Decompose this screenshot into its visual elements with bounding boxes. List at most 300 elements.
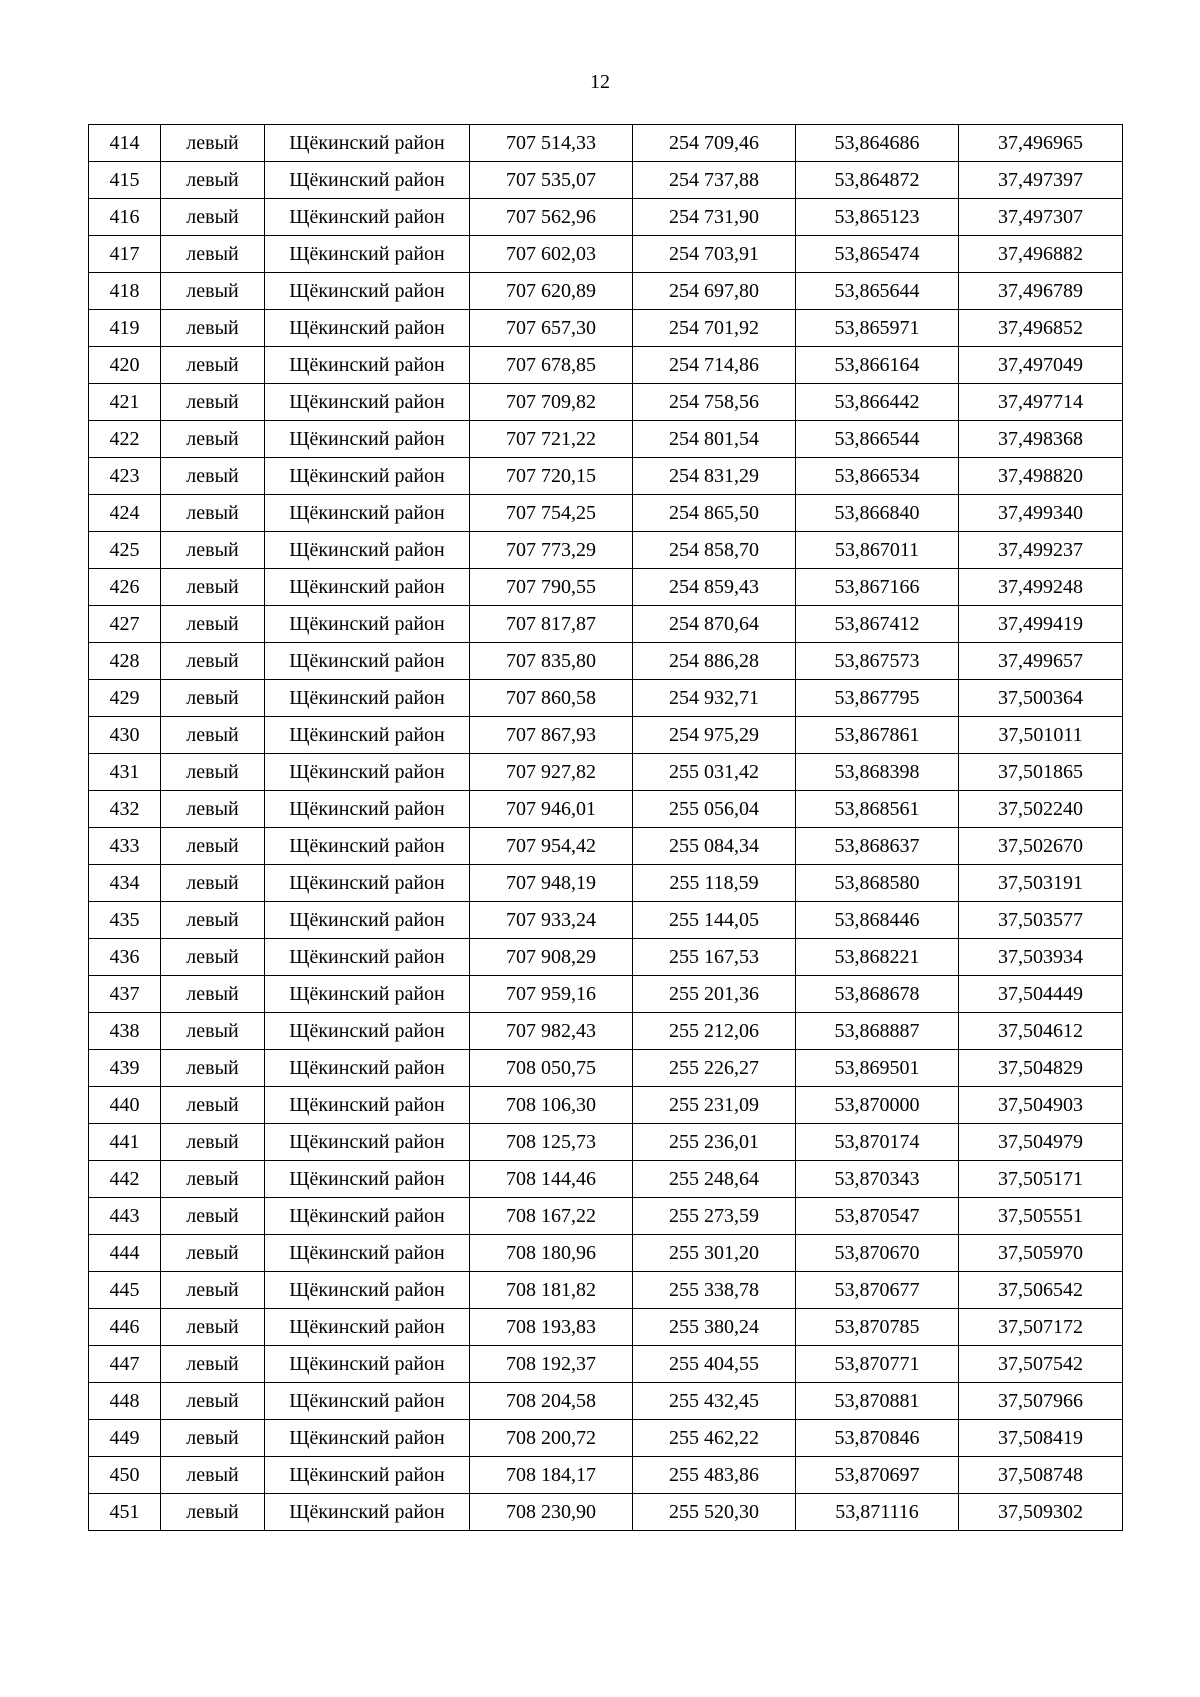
side-cell: левый xyxy=(161,310,265,347)
point-number-cell: 428 xyxy=(89,643,161,680)
district-cell: Щёкинский район xyxy=(265,1087,470,1124)
longitude-cell: 37,504903 xyxy=(959,1087,1123,1124)
district-cell: Щёкинский район xyxy=(265,717,470,754)
y-coordinate-cell: 255 226,27 xyxy=(633,1050,796,1087)
table-row xyxy=(89,310,1123,347)
point-number-cell: 437 xyxy=(89,976,161,1013)
y-coordinate-cell: 254 709,46 xyxy=(633,125,796,162)
table-row xyxy=(89,569,1123,606)
y-coordinate-cell: 255 201,36 xyxy=(633,976,796,1013)
point-number-cell: 421 xyxy=(89,384,161,421)
x-coordinate-cell: 707 908,29 xyxy=(470,939,633,976)
latitude-cell: 53,865474 xyxy=(796,236,959,273)
table-row xyxy=(89,1346,1123,1383)
y-coordinate-cell: 254 697,80 xyxy=(633,273,796,310)
y-coordinate-cell: 254 758,56 xyxy=(633,384,796,421)
y-coordinate-cell: 255 404,55 xyxy=(633,1346,796,1383)
table-row xyxy=(89,939,1123,976)
longitude-cell: 37,497397 xyxy=(959,162,1123,199)
x-coordinate-cell: 707 720,15 xyxy=(470,458,633,495)
longitude-cell: 37,500364 xyxy=(959,680,1123,717)
point-number-cell: 447 xyxy=(89,1346,161,1383)
district-cell: Щёкинский район xyxy=(265,1050,470,1087)
district-cell: Щёкинский район xyxy=(265,865,470,902)
table-row xyxy=(89,1272,1123,1309)
y-coordinate-cell: 255 273,59 xyxy=(633,1198,796,1235)
side-cell: левый xyxy=(161,421,265,458)
latitude-cell: 53,867795 xyxy=(796,680,959,717)
longitude-cell: 37,502240 xyxy=(959,791,1123,828)
side-cell: левый xyxy=(161,199,265,236)
point-number-cell: 427 xyxy=(89,606,161,643)
longitude-cell: 37,503191 xyxy=(959,865,1123,902)
latitude-cell: 53,866840 xyxy=(796,495,959,532)
district-cell: Щёкинский район xyxy=(265,495,470,532)
side-cell: левый xyxy=(161,1309,265,1346)
y-coordinate-cell: 255 462,22 xyxy=(633,1420,796,1457)
longitude-cell: 37,499248 xyxy=(959,569,1123,606)
point-number-cell: 435 xyxy=(89,902,161,939)
district-cell: Щёкинский район xyxy=(265,1309,470,1346)
page-number: 12 xyxy=(590,71,610,93)
table-row xyxy=(89,347,1123,384)
table-row xyxy=(89,1494,1123,1531)
coordinates-table xyxy=(88,124,1123,1531)
x-coordinate-cell: 708 204,58 xyxy=(470,1383,633,1420)
latitude-cell: 53,866534 xyxy=(796,458,959,495)
district-cell: Щёкинский район xyxy=(265,458,470,495)
point-number-cell: 420 xyxy=(89,347,161,384)
x-coordinate-cell: 707 562,96 xyxy=(470,199,633,236)
table-row xyxy=(89,495,1123,532)
point-number-cell: 431 xyxy=(89,754,161,791)
x-coordinate-cell: 707 959,16 xyxy=(470,976,633,1013)
longitude-cell: 37,503577 xyxy=(959,902,1123,939)
y-coordinate-cell: 255 380,24 xyxy=(633,1309,796,1346)
side-cell: левый xyxy=(161,384,265,421)
side-cell: левый xyxy=(161,1494,265,1531)
side-cell: левый xyxy=(161,569,265,606)
table-row xyxy=(89,643,1123,680)
table-row xyxy=(89,1013,1123,1050)
x-coordinate-cell: 707 620,89 xyxy=(470,273,633,310)
longitude-cell: 37,496789 xyxy=(959,273,1123,310)
latitude-cell: 53,868398 xyxy=(796,754,959,791)
district-cell: Щёкинский район xyxy=(265,1198,470,1235)
y-coordinate-cell: 254 714,86 xyxy=(633,347,796,384)
table-row xyxy=(89,717,1123,754)
point-number-cell: 450 xyxy=(89,1457,161,1494)
longitude-cell: 37,507542 xyxy=(959,1346,1123,1383)
side-cell: левый xyxy=(161,1124,265,1161)
y-coordinate-cell: 254 703,91 xyxy=(633,236,796,273)
longitude-cell: 37,504829 xyxy=(959,1050,1123,1087)
point-number-cell: 436 xyxy=(89,939,161,976)
point-number-cell: 426 xyxy=(89,569,161,606)
side-cell: левый xyxy=(161,1383,265,1420)
table-row xyxy=(89,273,1123,310)
district-cell: Щёкинский район xyxy=(265,1420,470,1457)
side-cell: левый xyxy=(161,754,265,791)
y-coordinate-cell: 254 858,70 xyxy=(633,532,796,569)
district-cell: Щёкинский район xyxy=(265,1494,470,1531)
table-row xyxy=(89,791,1123,828)
latitude-cell: 53,871116 xyxy=(796,1494,959,1531)
y-coordinate-cell: 254 701,92 xyxy=(633,310,796,347)
district-cell: Щёкинский район xyxy=(265,1383,470,1420)
district-cell: Щёкинский район xyxy=(265,680,470,717)
x-coordinate-cell: 707 927,82 xyxy=(470,754,633,791)
district-cell: Щёкинский район xyxy=(265,236,470,273)
side-cell: левый xyxy=(161,495,265,532)
table-row xyxy=(89,236,1123,273)
side-cell: левый xyxy=(161,162,265,199)
x-coordinate-cell: 708 125,73 xyxy=(470,1124,633,1161)
side-cell: левый xyxy=(161,1087,265,1124)
district-cell: Щёкинский район xyxy=(265,976,470,1013)
district-cell: Щёкинский район xyxy=(265,199,470,236)
x-coordinate-cell: 708 050,75 xyxy=(470,1050,633,1087)
side-cell: левый xyxy=(161,828,265,865)
point-number-cell: 444 xyxy=(89,1235,161,1272)
table-row xyxy=(89,532,1123,569)
x-coordinate-cell: 707 709,82 xyxy=(470,384,633,421)
longitude-cell: 37,508748 xyxy=(959,1457,1123,1494)
x-coordinate-cell: 707 678,85 xyxy=(470,347,633,384)
longitude-cell: 37,505970 xyxy=(959,1235,1123,1272)
longitude-cell: 37,496965 xyxy=(959,125,1123,162)
district-cell: Щёкинский район xyxy=(265,1124,470,1161)
longitude-cell: 37,497307 xyxy=(959,199,1123,236)
side-cell: левый xyxy=(161,273,265,310)
x-coordinate-cell: 708 192,37 xyxy=(470,1346,633,1383)
y-coordinate-cell: 255 118,59 xyxy=(633,865,796,902)
latitude-cell: 53,868580 xyxy=(796,865,959,902)
district-cell: Щёкинский район xyxy=(265,1346,470,1383)
latitude-cell: 53,869501 xyxy=(796,1050,959,1087)
latitude-cell: 53,868446 xyxy=(796,902,959,939)
latitude-cell: 53,870697 xyxy=(796,1457,959,1494)
latitude-cell: 53,870670 xyxy=(796,1235,959,1272)
longitude-cell: 37,501865 xyxy=(959,754,1123,791)
latitude-cell: 53,868637 xyxy=(796,828,959,865)
table-row xyxy=(89,1420,1123,1457)
x-coordinate-cell: 708 106,30 xyxy=(470,1087,633,1124)
side-cell: левый xyxy=(161,532,265,569)
point-number-cell: 430 xyxy=(89,717,161,754)
y-coordinate-cell: 255 056,04 xyxy=(633,791,796,828)
longitude-cell: 37,506542 xyxy=(959,1272,1123,1309)
latitude-cell: 53,870174 xyxy=(796,1124,959,1161)
latitude-cell: 53,870881 xyxy=(796,1383,959,1420)
table-row xyxy=(89,1198,1123,1235)
latitude-cell: 53,867412 xyxy=(796,606,959,643)
longitude-cell: 37,496852 xyxy=(959,310,1123,347)
y-coordinate-cell: 254 859,43 xyxy=(633,569,796,606)
longitude-cell: 37,498820 xyxy=(959,458,1123,495)
longitude-cell: 37,497049 xyxy=(959,347,1123,384)
y-coordinate-cell: 255 301,20 xyxy=(633,1235,796,1272)
longitude-cell: 37,505171 xyxy=(959,1161,1123,1198)
latitude-cell: 53,868561 xyxy=(796,791,959,828)
table-row xyxy=(89,125,1123,162)
latitude-cell: 53,867573 xyxy=(796,643,959,680)
point-number-cell: 449 xyxy=(89,1420,161,1457)
x-coordinate-cell: 708 193,83 xyxy=(470,1309,633,1346)
latitude-cell: 53,864686 xyxy=(796,125,959,162)
y-coordinate-cell: 254 737,88 xyxy=(633,162,796,199)
y-coordinate-cell: 254 886,28 xyxy=(633,643,796,680)
point-number-cell: 424 xyxy=(89,495,161,532)
x-coordinate-cell: 707 948,19 xyxy=(470,865,633,902)
x-coordinate-cell: 707 754,25 xyxy=(470,495,633,532)
y-coordinate-cell: 255 231,09 xyxy=(633,1087,796,1124)
latitude-cell: 53,868887 xyxy=(796,1013,959,1050)
latitude-cell: 53,867166 xyxy=(796,569,959,606)
side-cell: левый xyxy=(161,680,265,717)
y-coordinate-cell: 254 831,29 xyxy=(633,458,796,495)
latitude-cell: 53,870343 xyxy=(796,1161,959,1198)
point-number-cell: 440 xyxy=(89,1087,161,1124)
y-coordinate-cell: 254 731,90 xyxy=(633,199,796,236)
x-coordinate-cell: 707 602,03 xyxy=(470,236,633,273)
longitude-cell: 37,496882 xyxy=(959,236,1123,273)
latitude-cell: 53,866164 xyxy=(796,347,959,384)
latitude-cell: 53,870000 xyxy=(796,1087,959,1124)
longitude-cell: 37,498368 xyxy=(959,421,1123,458)
x-coordinate-cell: 707 933,24 xyxy=(470,902,633,939)
longitude-cell: 37,505551 xyxy=(959,1198,1123,1235)
longitude-cell: 37,497714 xyxy=(959,384,1123,421)
side-cell: левый xyxy=(161,976,265,1013)
point-number-cell: 422 xyxy=(89,421,161,458)
district-cell: Щёкинский район xyxy=(265,273,470,310)
x-coordinate-cell: 707 982,43 xyxy=(470,1013,633,1050)
table-row xyxy=(89,162,1123,199)
side-cell: левый xyxy=(161,1457,265,1494)
y-coordinate-cell: 255 212,06 xyxy=(633,1013,796,1050)
longitude-cell: 37,507966 xyxy=(959,1383,1123,1420)
point-number-cell: 438 xyxy=(89,1013,161,1050)
district-cell: Щёкинский район xyxy=(265,828,470,865)
latitude-cell: 53,868221 xyxy=(796,939,959,976)
longitude-cell: 37,499419 xyxy=(959,606,1123,643)
district-cell: Щёкинский район xyxy=(265,532,470,569)
y-coordinate-cell: 255 520,30 xyxy=(633,1494,796,1531)
latitude-cell: 53,868678 xyxy=(796,976,959,1013)
side-cell: левый xyxy=(161,791,265,828)
district-cell: Щёкинский район xyxy=(265,162,470,199)
y-coordinate-cell: 255 483,86 xyxy=(633,1457,796,1494)
district-cell: Щёкинский район xyxy=(265,1457,470,1494)
x-coordinate-cell: 707 867,93 xyxy=(470,717,633,754)
y-coordinate-cell: 255 084,34 xyxy=(633,828,796,865)
table-row xyxy=(89,865,1123,902)
side-cell: левый xyxy=(161,1346,265,1383)
point-number-cell: 443 xyxy=(89,1198,161,1235)
district-cell: Щёкинский район xyxy=(265,606,470,643)
side-cell: левый xyxy=(161,458,265,495)
x-coordinate-cell: 708 167,22 xyxy=(470,1198,633,1235)
district-cell: Щёкинский район xyxy=(265,1235,470,1272)
y-coordinate-cell: 254 870,64 xyxy=(633,606,796,643)
side-cell: левый xyxy=(161,236,265,273)
y-coordinate-cell: 254 975,29 xyxy=(633,717,796,754)
side-cell: левый xyxy=(161,865,265,902)
x-coordinate-cell: 707 514,33 xyxy=(470,125,633,162)
table-row xyxy=(89,828,1123,865)
table-row xyxy=(89,384,1123,421)
district-cell: Щёкинский район xyxy=(265,421,470,458)
side-cell: левый xyxy=(161,643,265,680)
latitude-cell: 53,866442 xyxy=(796,384,959,421)
x-coordinate-cell: 708 184,17 xyxy=(470,1457,633,1494)
x-coordinate-cell: 707 835,80 xyxy=(470,643,633,680)
y-coordinate-cell: 254 801,54 xyxy=(633,421,796,458)
latitude-cell: 53,865971 xyxy=(796,310,959,347)
y-coordinate-cell: 255 144,05 xyxy=(633,902,796,939)
x-coordinate-cell: 707 657,30 xyxy=(470,310,633,347)
point-number-cell: 416 xyxy=(89,199,161,236)
district-cell: Щёкинский район xyxy=(265,1161,470,1198)
point-number-cell: 419 xyxy=(89,310,161,347)
latitude-cell: 53,870846 xyxy=(796,1420,959,1457)
point-number-cell: 432 xyxy=(89,791,161,828)
point-number-cell: 441 xyxy=(89,1124,161,1161)
district-cell: Щёкинский район xyxy=(265,1272,470,1309)
longitude-cell: 37,504979 xyxy=(959,1124,1123,1161)
side-cell: левый xyxy=(161,1235,265,1272)
table-row xyxy=(89,1309,1123,1346)
table-row xyxy=(89,1457,1123,1494)
table-row xyxy=(89,199,1123,236)
x-coordinate-cell: 707 790,55 xyxy=(470,569,633,606)
point-number-cell: 439 xyxy=(89,1050,161,1087)
district-cell: Щёкинский район xyxy=(265,902,470,939)
district-cell: Щёкинский район xyxy=(265,1013,470,1050)
x-coordinate-cell: 708 181,82 xyxy=(470,1272,633,1309)
x-coordinate-cell: 708 144,46 xyxy=(470,1161,633,1198)
longitude-cell: 37,499657 xyxy=(959,643,1123,680)
y-coordinate-cell: 255 432,45 xyxy=(633,1383,796,1420)
latitude-cell: 53,870677 xyxy=(796,1272,959,1309)
point-number-cell: 448 xyxy=(89,1383,161,1420)
table-row xyxy=(89,1050,1123,1087)
point-number-cell: 418 xyxy=(89,273,161,310)
table-row xyxy=(89,902,1123,939)
side-cell: левый xyxy=(161,347,265,384)
x-coordinate-cell: 707 721,22 xyxy=(470,421,633,458)
latitude-cell: 53,865123 xyxy=(796,199,959,236)
district-cell: Щёкинский район xyxy=(265,939,470,976)
point-number-cell: 417 xyxy=(89,236,161,273)
y-coordinate-cell: 255 248,64 xyxy=(633,1161,796,1198)
district-cell: Щёкинский район xyxy=(265,791,470,828)
side-cell: левый xyxy=(161,1272,265,1309)
side-cell: левый xyxy=(161,939,265,976)
point-number-cell: 446 xyxy=(89,1309,161,1346)
side-cell: левый xyxy=(161,125,265,162)
latitude-cell: 53,870785 xyxy=(796,1309,959,1346)
table-row xyxy=(89,606,1123,643)
district-cell: Щёкинский район xyxy=(265,569,470,606)
x-coordinate-cell: 708 230,90 xyxy=(470,1494,633,1531)
table-row xyxy=(89,1087,1123,1124)
longitude-cell: 37,507172 xyxy=(959,1309,1123,1346)
district-cell: Щёкинский район xyxy=(265,125,470,162)
district-cell: Щёкинский район xyxy=(265,384,470,421)
point-number-cell: 442 xyxy=(89,1161,161,1198)
point-number-cell: 415 xyxy=(89,162,161,199)
latitude-cell: 53,867861 xyxy=(796,717,959,754)
point-number-cell: 429 xyxy=(89,680,161,717)
table-row xyxy=(89,458,1123,495)
x-coordinate-cell: 707 860,58 xyxy=(470,680,633,717)
table-row xyxy=(89,680,1123,717)
latitude-cell: 53,866544 xyxy=(796,421,959,458)
side-cell: левый xyxy=(161,606,265,643)
point-number-cell: 434 xyxy=(89,865,161,902)
district-cell: Щёкинский район xyxy=(265,347,470,384)
longitude-cell: 37,501011 xyxy=(959,717,1123,754)
longitude-cell: 37,509302 xyxy=(959,1494,1123,1531)
table-row xyxy=(89,754,1123,791)
latitude-cell: 53,870771 xyxy=(796,1346,959,1383)
longitude-cell: 37,499340 xyxy=(959,495,1123,532)
x-coordinate-cell: 708 200,72 xyxy=(470,1420,633,1457)
district-cell: Щёкинский район xyxy=(265,754,470,791)
point-number-cell: 425 xyxy=(89,532,161,569)
district-cell: Щёкинский район xyxy=(265,643,470,680)
side-cell: левый xyxy=(161,1161,265,1198)
side-cell: левый xyxy=(161,1420,265,1457)
longitude-cell: 37,508419 xyxy=(959,1420,1123,1457)
side-cell: левый xyxy=(161,902,265,939)
table-row xyxy=(89,1124,1123,1161)
latitude-cell: 53,864872 xyxy=(796,162,959,199)
longitude-cell: 37,499237 xyxy=(959,532,1123,569)
table-body xyxy=(89,125,1123,1531)
table-row xyxy=(89,1235,1123,1272)
x-coordinate-cell: 708 180,96 xyxy=(470,1235,633,1272)
latitude-cell: 53,870547 xyxy=(796,1198,959,1235)
longitude-cell: 37,502670 xyxy=(959,828,1123,865)
y-coordinate-cell: 255 236,01 xyxy=(633,1124,796,1161)
table-row xyxy=(89,1383,1123,1420)
point-number-cell: 445 xyxy=(89,1272,161,1309)
side-cell: левый xyxy=(161,1050,265,1087)
side-cell: левый xyxy=(161,717,265,754)
y-coordinate-cell: 254 865,50 xyxy=(633,495,796,532)
longitude-cell: 37,504612 xyxy=(959,1013,1123,1050)
x-coordinate-cell: 707 954,42 xyxy=(470,828,633,865)
table-row xyxy=(89,976,1123,1013)
y-coordinate-cell: 255 167,53 xyxy=(633,939,796,976)
district-cell: Щёкинский район xyxy=(265,310,470,347)
y-coordinate-cell: 254 932,71 xyxy=(633,680,796,717)
x-coordinate-cell: 707 773,29 xyxy=(470,532,633,569)
longitude-cell: 37,503934 xyxy=(959,939,1123,976)
side-cell: левый xyxy=(161,1198,265,1235)
y-coordinate-cell: 255 031,42 xyxy=(633,754,796,791)
point-number-cell: 423 xyxy=(89,458,161,495)
y-coordinate-cell: 255 338,78 xyxy=(633,1272,796,1309)
latitude-cell: 53,865644 xyxy=(796,273,959,310)
side-cell: левый xyxy=(161,1013,265,1050)
point-number-cell: 414 xyxy=(89,125,161,162)
longitude-cell: 37,504449 xyxy=(959,976,1123,1013)
table-row xyxy=(89,1161,1123,1198)
